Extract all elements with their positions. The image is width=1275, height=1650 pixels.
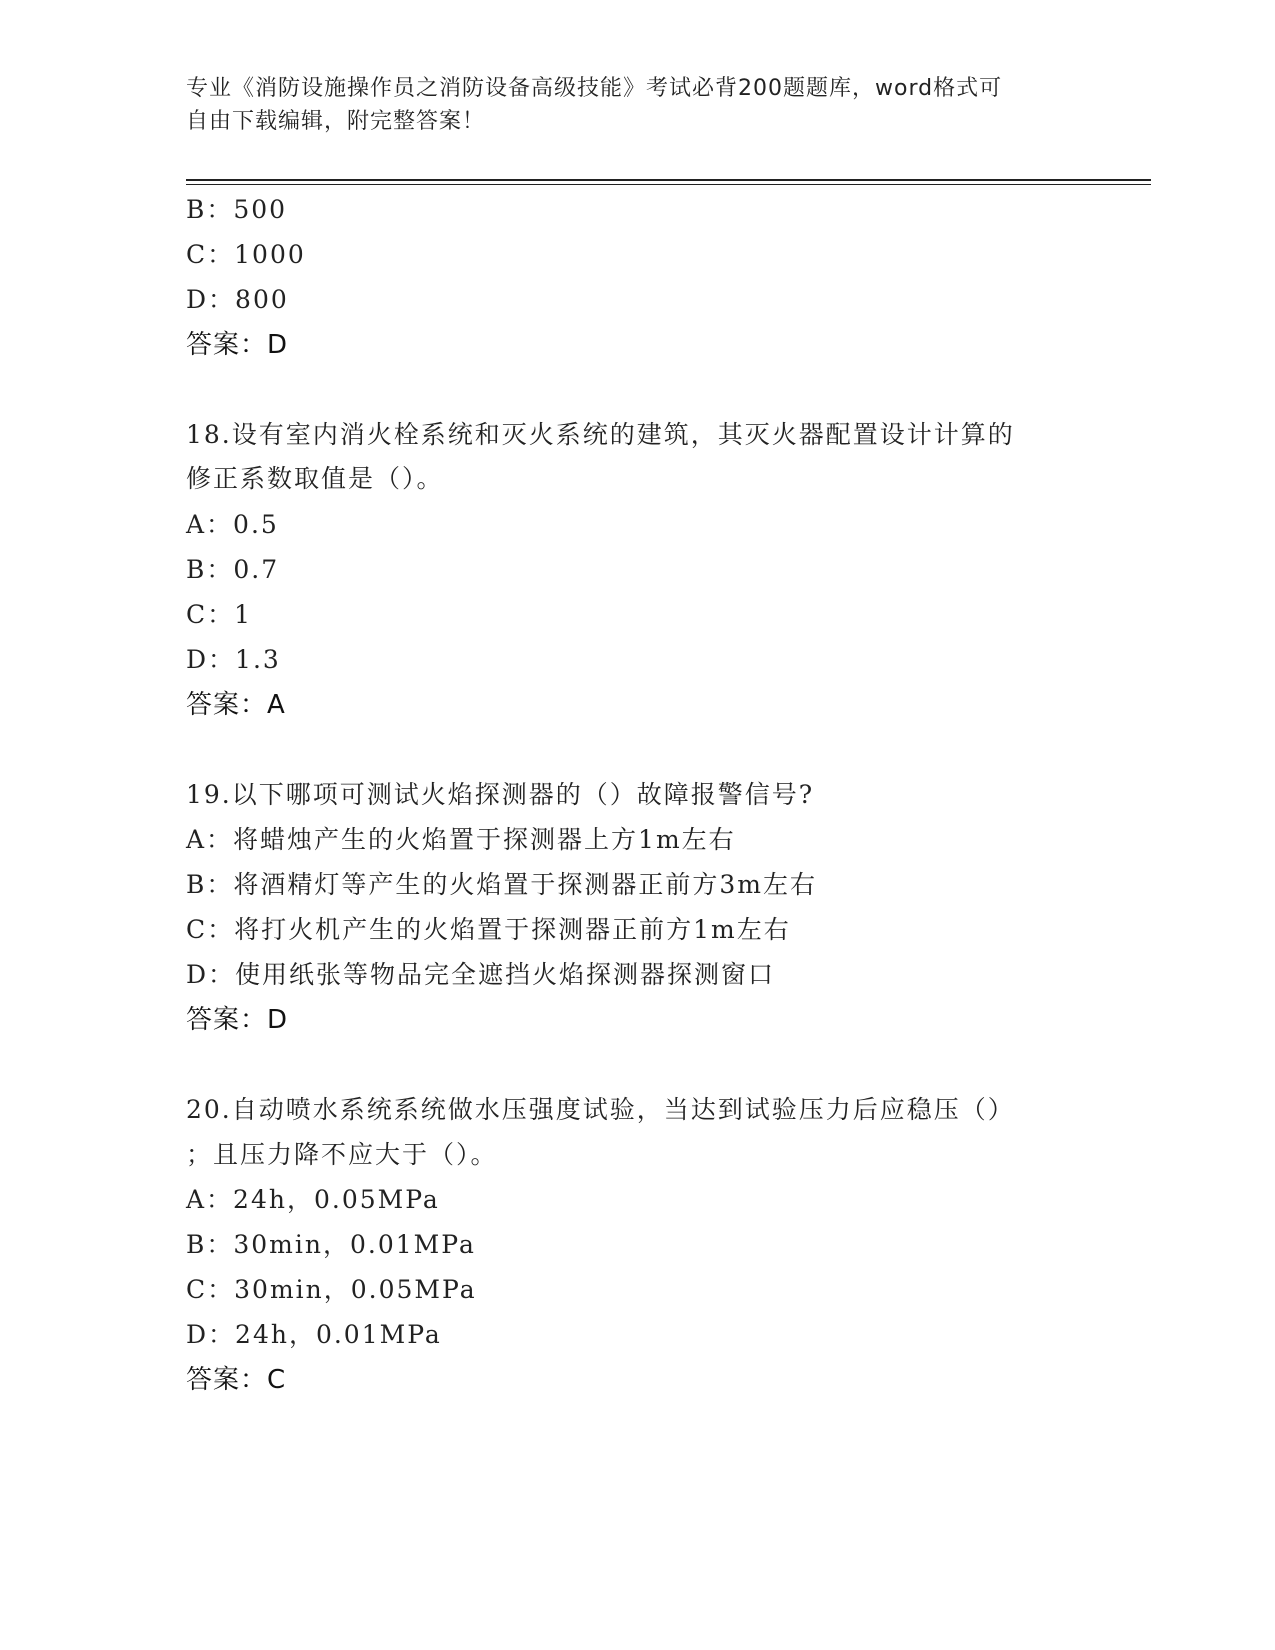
q19-option-a: A：将蜡烛产生的火焰置于探测器上方1m左右 — [186, 825, 736, 854]
q18-stem-line-2: 修正系数取值是（）。 — [186, 464, 444, 493]
q18-option-a: A：0.5 — [186, 510, 279, 539]
q20-option-d: D：24h，0.01MPa — [186, 1320, 442, 1349]
q19-option-d: D：使用纸张等物品完全遮挡火焰探测器探测窗口 — [186, 960, 776, 989]
q18-option-b: B：0.7 — [186, 555, 280, 584]
q18-option-d: D：1.3 — [186, 645, 281, 674]
header-divider-thick — [186, 179, 1151, 181]
q20-stem-line-1: 20.自动喷水系统系统做水压强度试验，当达到试验压力后应稳压（） — [186, 1095, 1015, 1124]
q19-option-c: C：将打火机产生的火焰置于探测器正前方1m左右 — [186, 915, 791, 944]
q18-option-c: C：1 — [186, 600, 253, 629]
header-line-2: 自由下载编辑，附完整答案！ — [186, 109, 486, 134]
document-header — [186, 72, 1086, 138]
q18-answer: 答案：A — [186, 690, 286, 720]
q20-option-b: B：30min，0.01MPa — [186, 1230, 476, 1259]
q17-option-b: B：500 — [186, 195, 288, 224]
q19-option-b: B：将酒精灯等产生的火焰置于探测器正前方3m左右 — [186, 870, 817, 899]
header-line-1: 专业《消防设施操作员之消防设备高级技能》考试必背200题题库，word格式可 — [186, 76, 1003, 101]
q20-option-c: C：30min，0.05MPa — [186, 1275, 477, 1304]
q20-answer: 答案：C — [186, 1365, 287, 1395]
q17-option-d: D：800 — [186, 285, 289, 314]
q17-option-c: C：1000 — [186, 240, 306, 269]
q18-stem-line-1: 18.设有室内消火栓系统和灭火系统的建筑，其灭火器配置设计计算的 — [186, 420, 1015, 449]
q19-answer: 答案：D — [186, 1005, 289, 1035]
q20-option-a: A：24h，0.05MPa — [186, 1185, 440, 1214]
q20-stem-line-2: ；且压力降不应大于（）。 — [186, 1140, 498, 1169]
q19-stem-line-1: 19.以下哪项可测试火焰探测器的（）故障报警信号? — [186, 780, 815, 809]
header-divider-thin — [186, 184, 1151, 185]
q17-answer: 答案：D — [186, 330, 289, 360]
